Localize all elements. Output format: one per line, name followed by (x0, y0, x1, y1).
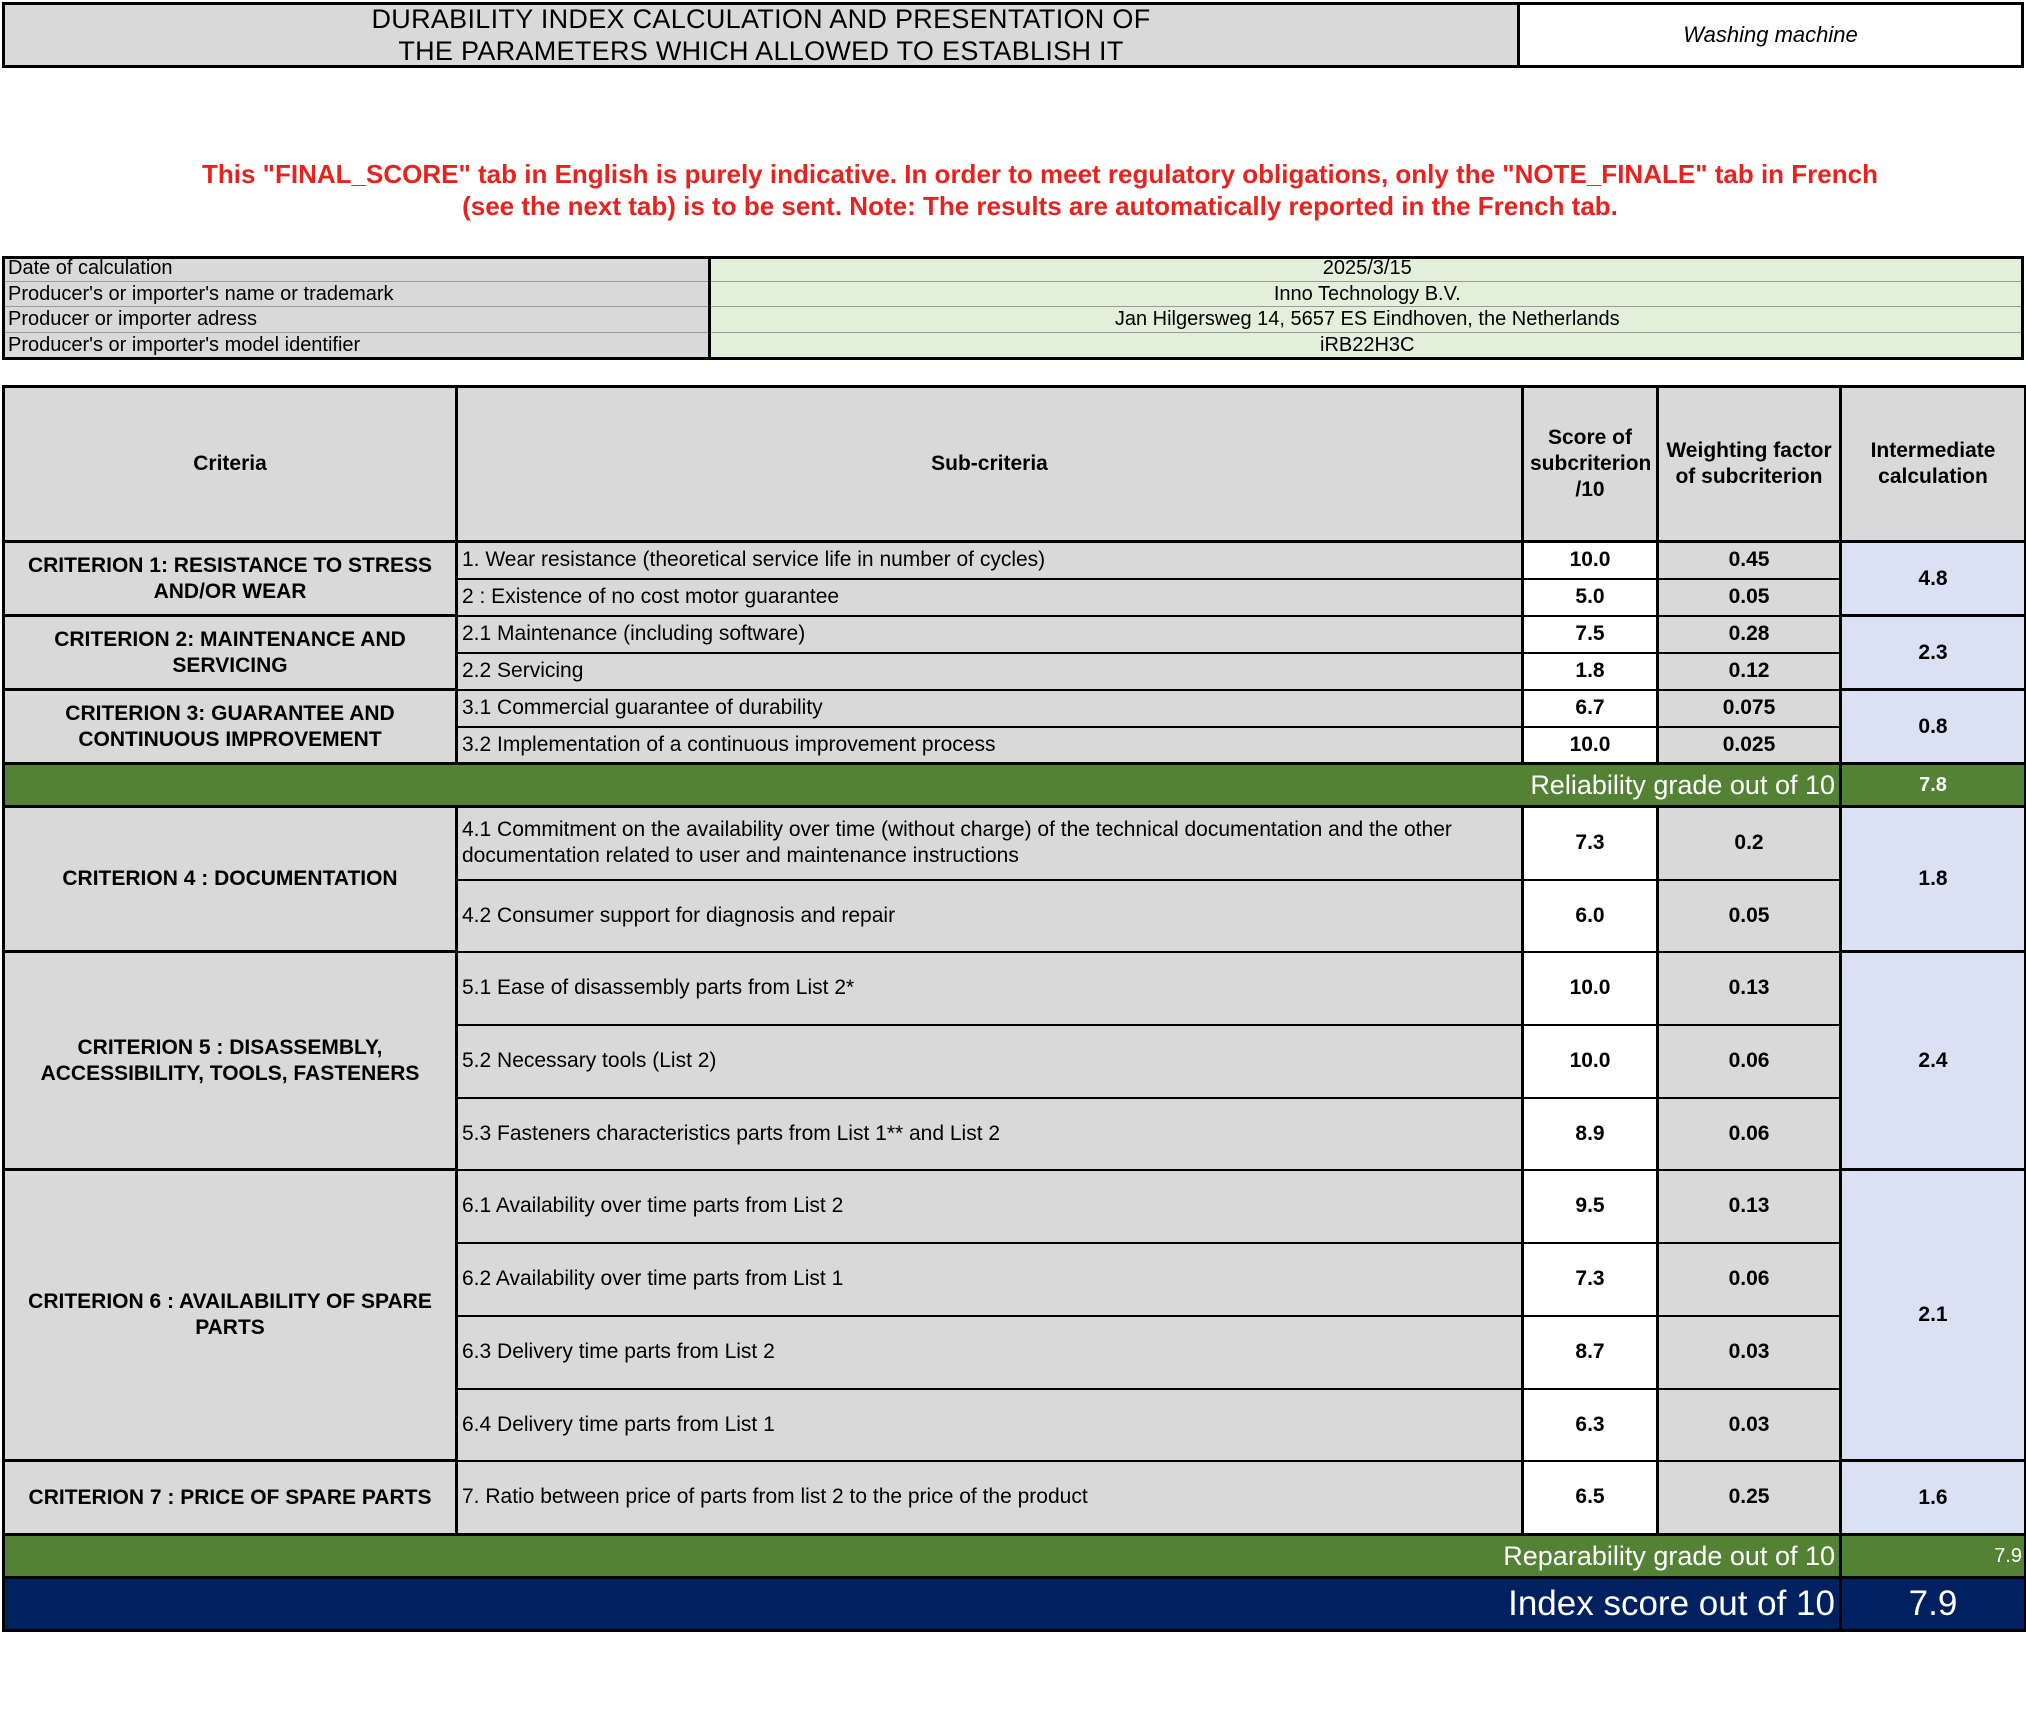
criterion-7-intermediate: 1.6 (1841, 1461, 2026, 1535)
criterion-6-intermediate: 2.1 (1841, 1170, 2026, 1461)
sub-criterion-weight: 0.03 (1658, 1389, 1841, 1461)
sub-criterion-weight: 0.025 (1658, 727, 1841, 764)
title-line-1: DURABILITY INDEX CALCULATION AND PRESENTATION OF (371, 4, 1151, 34)
sub-criterion-score[interactable]: 6.5 (1523, 1461, 1658, 1535)
index-score-row (4, 1578, 2026, 1631)
sub-criterion-score[interactable]: 9.5 (1523, 1170, 1658, 1243)
header-weight: Weighting factor of subcriterion (1658, 387, 1841, 542)
info-label: Producer's or importer's name or trademark (2, 281, 709, 307)
info-value[interactable]: iRB22H3C (709, 332, 2024, 358)
sub-criterion-score[interactable]: 8.9 (1523, 1098, 1658, 1170)
criterion-1-intermediate: 4.8 (1841, 542, 2026, 616)
sub-criterion-label: 6.2 Availability over time parts from List 1 (457, 1243, 1523, 1316)
reliability-grade-row (4, 764, 2026, 807)
criterion-3-intermediate: 0.8 (1841, 690, 2026, 764)
criterion-5-name: CRITERION 5 : DISASSEMBLY, ACCESSIBILITY, TOOLS, FASTENERS (4, 952, 457, 1170)
sub-criterion-label: 3.1 Commercial guarantee of durability (457, 690, 1523, 727)
header-criteria: Criteria (4, 387, 457, 542)
sub-criterion-score[interactable]: 10.0 (1523, 727, 1658, 764)
sub-criterion-score[interactable]: 1.8 (1523, 653, 1658, 690)
sub-criterion-weight: 0.13 (1658, 1170, 1841, 1243)
sub-criterion-label: 3.2 Implementation of a continuous improvement process (457, 727, 1523, 764)
sub-criterion-weight: 0.28 (1658, 616, 1841, 653)
table-header-row (4, 387, 2026, 542)
criterion-3-name: CRITERION 3: GUARANTEE AND CONTINUOUS IMPROVEMENT (4, 690, 457, 764)
notice-line-1: This "FINAL_SCORE" tab in English is purely indicative. In order to meet regulatory obligations, only the "NOTE_FINALE" tab in French (202, 159, 1878, 189)
sub-criterion-label: 5.3 Fasteners characteristics parts from List 1** and List 2 (457, 1098, 1523, 1170)
reliability-grade-label: Reliability grade out of 10 (4, 764, 1841, 807)
score-table (2, 385, 2026, 1632)
sub-criterion-weight: 0.05 (1658, 880, 1841, 952)
info-row (2, 307, 2024, 333)
info-value[interactable]: Jan Hilgersweg 14, 5657 ES Eindhoven, the Netherlands (709, 307, 2024, 333)
title-line-2: THE PARAMETERS WHICH ALLOWED TO ESTABLISH IT (398, 36, 1124, 66)
sub-criterion-weight: 0.06 (1658, 1025, 1841, 1098)
sub-criterion-score[interactable]: 8.7 (1523, 1316, 1658, 1389)
sub-criterion-label: 2.2 Servicing (457, 653, 1523, 690)
product-type: Washing machine (1520, 2, 2024, 68)
info-row (2, 281, 2024, 307)
reparability-grade-row (4, 1535, 2026, 1578)
sub-criterion-score[interactable]: 6.0 (1523, 880, 1658, 952)
table-row (4, 1170, 2026, 1243)
reparability-grade-value: 7.9 (1841, 1535, 2026, 1578)
sub-criterion-label: 4.1 Commitment on the availability over time (without charge) of the technical documentation and the other documentation related to user and maintenance instructions (457, 807, 1523, 880)
sub-criterion-score[interactable]: 7.3 (1523, 1243, 1658, 1316)
sub-criterion-weight: 0.075 (1658, 690, 1841, 727)
info-row (2, 256, 2024, 281)
sub-criterion-label: 6.1 Availability over time parts from List 2 (457, 1170, 1523, 1243)
table-row (4, 807, 2026, 880)
sub-criterion-weight: 0.25 (1658, 1461, 1841, 1535)
criterion-5-intermediate: 2.4 (1841, 952, 2026, 1170)
criterion-6-name: CRITERION 6 : AVAILABILITY OF SPARE PARTS (4, 1170, 457, 1461)
sub-criterion-score[interactable]: 10.0 (1523, 952, 1658, 1025)
sub-criterion-weight: 0.06 (1658, 1098, 1841, 1170)
criterion-1-name: CRITERION 1: RESISTANCE TO STRESS AND/OR WEAR (4, 542, 457, 616)
reliability-grade-value: 7.8 (1841, 764, 2026, 807)
sub-criterion-weight: 0.45 (1658, 542, 1841, 579)
info-label: Producer or importer adress (2, 307, 709, 333)
info-value[interactable]: 2025/3/15 (709, 256, 2024, 281)
sub-criterion-label: 5.1 Ease of disassembly parts from List 2* (457, 952, 1523, 1025)
sub-criterion-label: 6.4 Delivery time parts from List 1 (457, 1389, 1523, 1461)
sub-criterion-label: 5.2 Necessary tools (List 2) (457, 1025, 1523, 1098)
criterion-7-name: CRITERION 7 : PRICE OF SPARE PARTS (4, 1461, 457, 1535)
info-label: Date of calculation (2, 256, 709, 281)
sub-criterion-score[interactable]: 7.5 (1523, 616, 1658, 653)
header-sub-criteria: Sub-criteria (457, 387, 1523, 542)
sub-criterion-score[interactable]: 6.7 (1523, 690, 1658, 727)
sub-criterion-label: 7. Ratio between price of parts from list 2 to the price of the product (457, 1461, 1523, 1535)
info-value[interactable]: Inno Technology B.V. (709, 281, 2024, 307)
sub-criterion-score[interactable]: 10.0 (1523, 1025, 1658, 1098)
notice-line-2: (see the next tab) is to be sent. Note: The results are automatically reported in the French tab. (462, 191, 1618, 221)
reparability-grade-label: Reparability grade out of 10 (4, 1535, 1841, 1578)
page-title (2, 2, 1520, 68)
producer-info-table (2, 256, 2024, 358)
info-row (2, 332, 2024, 358)
table-row (4, 616, 2026, 653)
regulatory-notice (140, 158, 1940, 222)
sub-criterion-score[interactable]: 7.3 (1523, 807, 1658, 880)
table-row (4, 952, 2026, 1025)
sub-criterion-weight: 0.06 (1658, 1243, 1841, 1316)
sub-criterion-weight: 0.05 (1658, 579, 1841, 616)
header-intermediate: Intermediate calculation (1841, 387, 2026, 542)
sub-criterion-score[interactable]: 10.0 (1523, 542, 1658, 579)
table-row (4, 1461, 2026, 1535)
sub-criterion-weight: 0.2 (1658, 807, 1841, 880)
index-score-value: 7.9 (1841, 1578, 2026, 1631)
criterion-4-name: CRITERION 4 : DOCUMENTATION (4, 807, 457, 952)
sub-criterion-score[interactable]: 5.0 (1523, 579, 1658, 616)
sub-criterion-label: 6.3 Delivery time parts from List 2 (457, 1316, 1523, 1389)
sub-criterion-weight: 0.12 (1658, 653, 1841, 690)
sub-criterion-weight: 0.13 (1658, 952, 1841, 1025)
sub-criterion-label: 1. Wear resistance (theoretical service life in number of cycles) (457, 542, 1523, 579)
sub-criterion-label: 2.1 Maintenance (including software) (457, 616, 1523, 653)
criterion-2-intermediate: 2.3 (1841, 616, 2026, 690)
table-row (4, 542, 2026, 579)
criterion-2-name: CRITERION 2: MAINTENANCE AND SERVICING (4, 616, 457, 690)
sub-criterion-weight: 0.03 (1658, 1316, 1841, 1389)
index-score-label: Index score out of 10 (4, 1578, 1841, 1631)
sub-criterion-label: 4.2 Consumer support for diagnosis and repair (457, 880, 1523, 952)
info-label: Producer's or importer's model identifier (2, 332, 709, 358)
sub-criterion-score[interactable]: 6.3 (1523, 1389, 1658, 1461)
header-score: Score of subcriterion /10 (1523, 387, 1658, 542)
criterion-4-intermediate: 1.8 (1841, 807, 2026, 952)
table-row (4, 690, 2026, 727)
sub-criterion-label: 2 : Existence of no cost motor guarantee (457, 579, 1523, 616)
